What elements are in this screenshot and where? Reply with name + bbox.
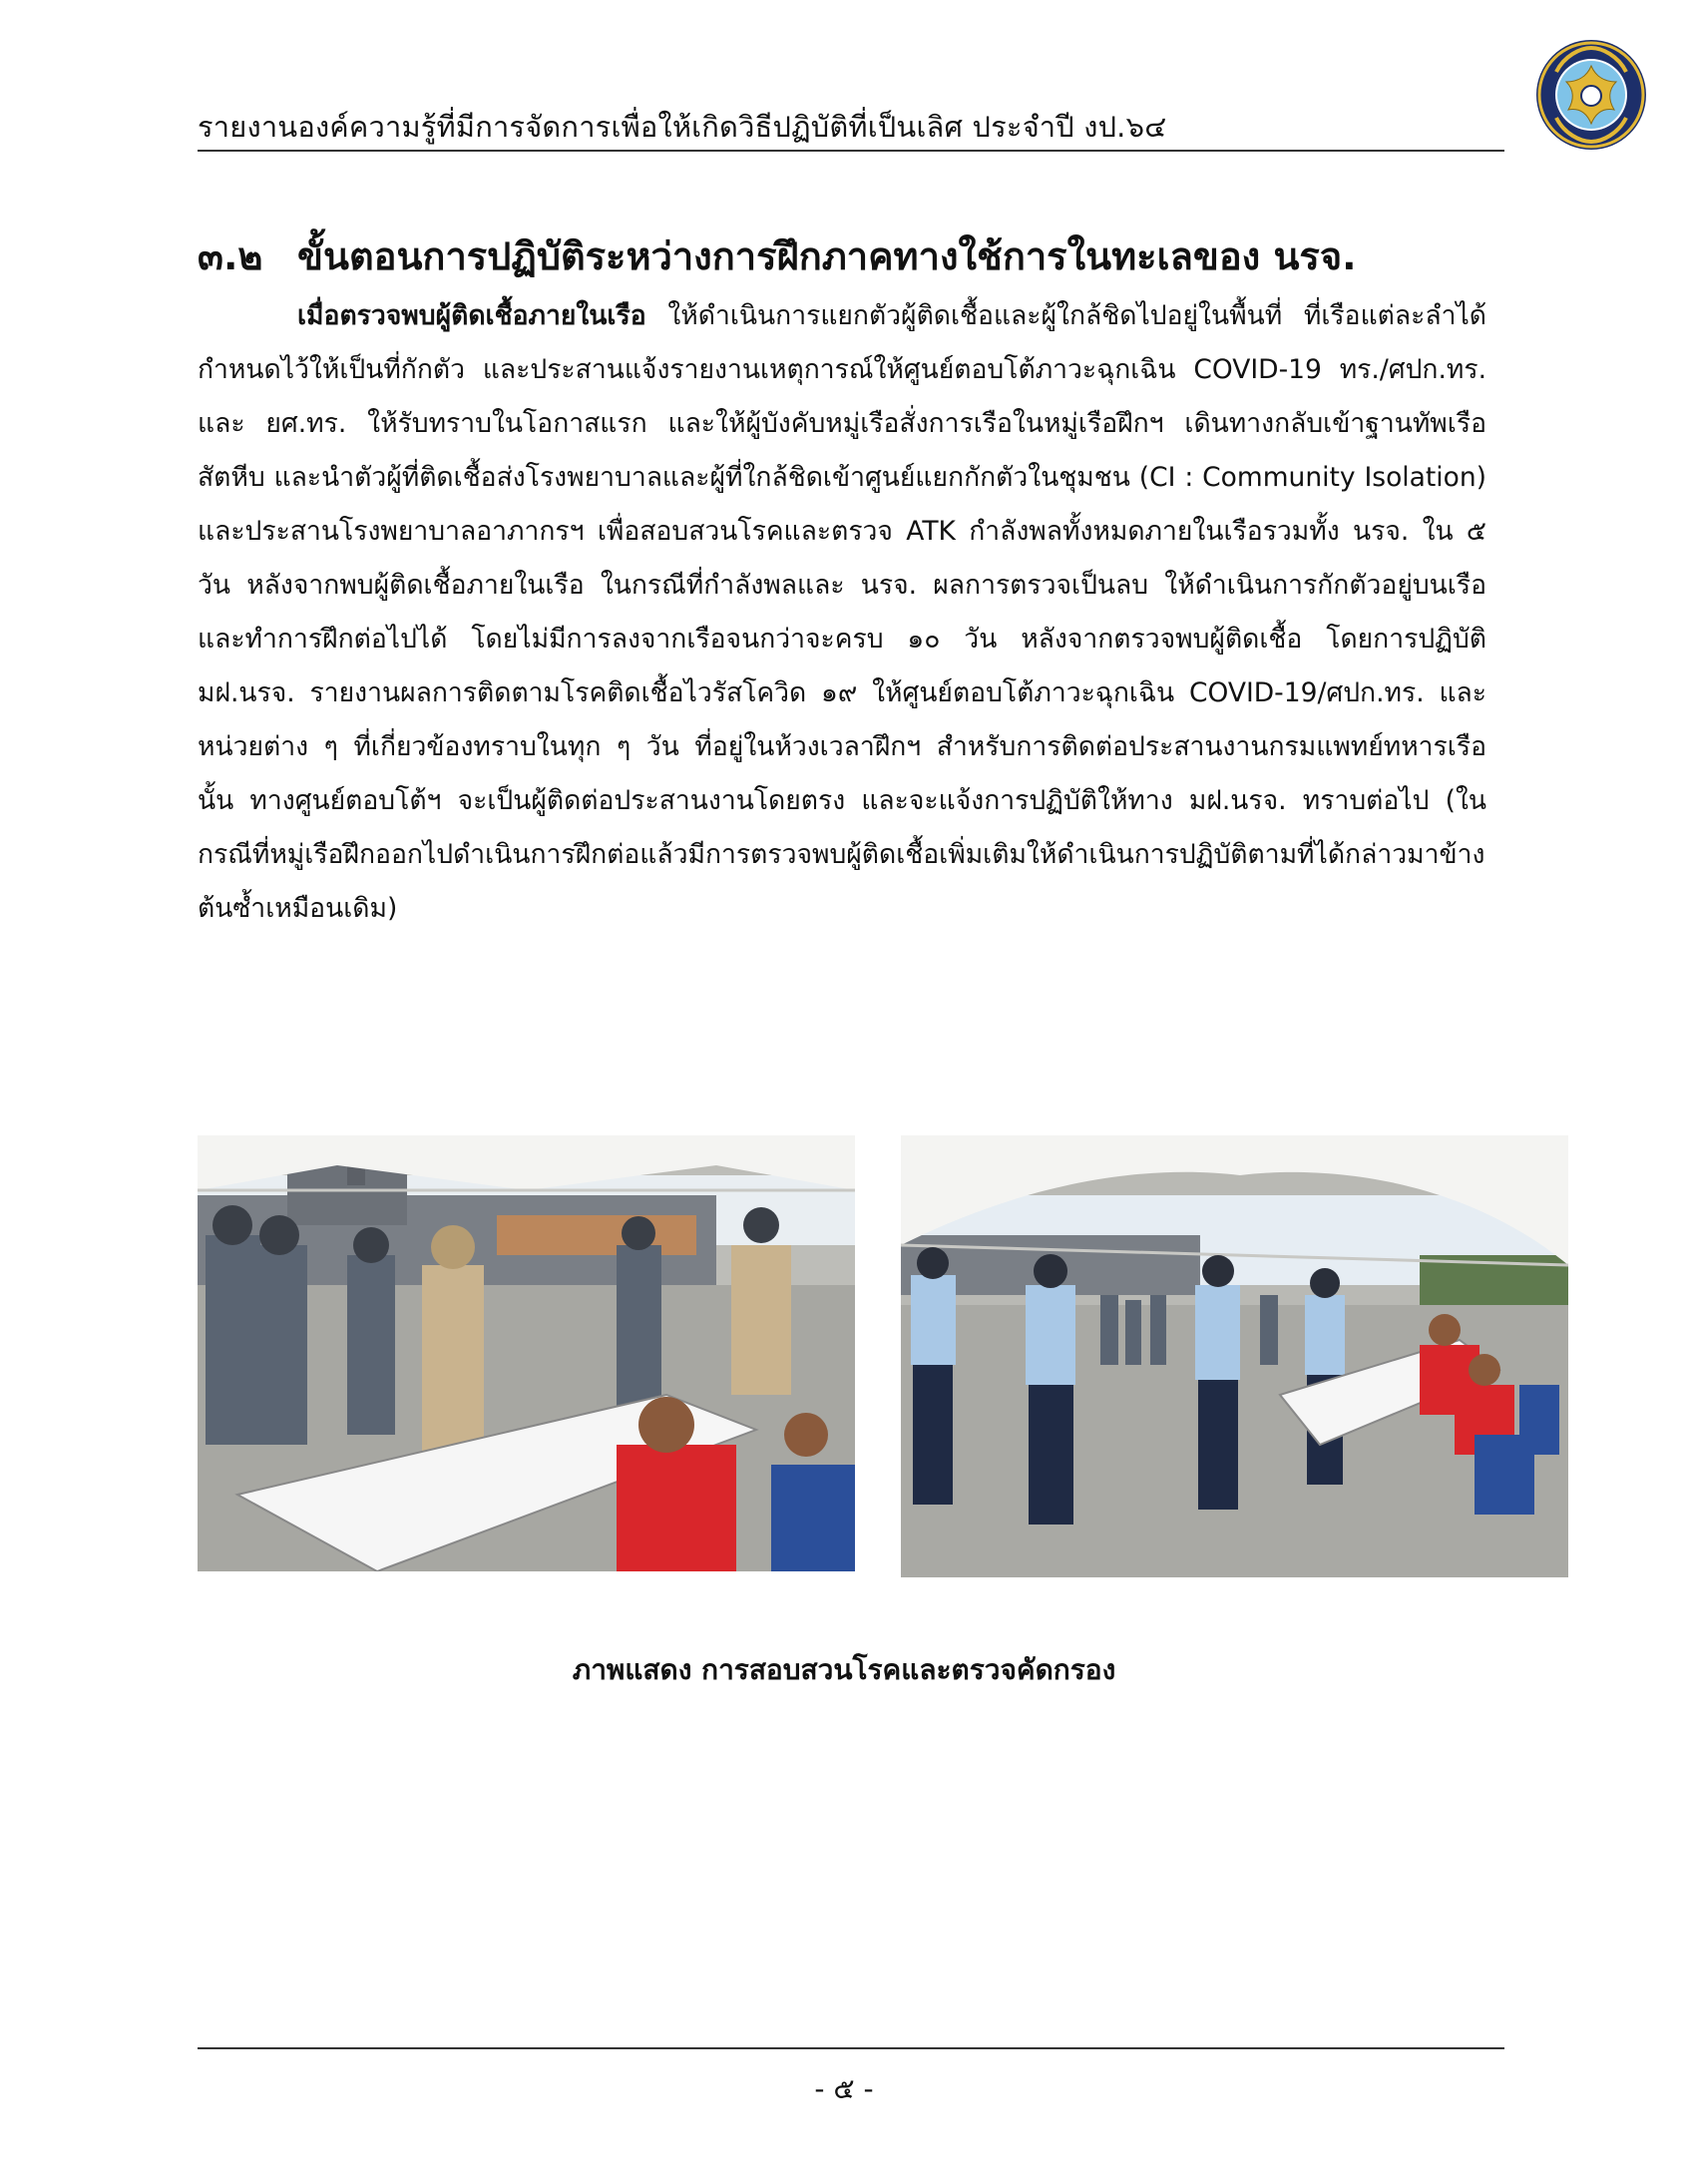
figure-caption: ภาพแสดง การสอบสวนโรคและตรวจคัดกรอง [572, 1653, 1116, 1686]
navy-education-seal-icon [1534, 38, 1648, 152]
header-divider [198, 150, 1504, 152]
photo-screening-officers [198, 1135, 855, 1571]
body-text: ให้ดำเนินการแยกตัวผู้ติดเชื้อและผู้ใกล้ชิดไปอยู่ในพื้นที่ ที่เรือแต่ละลำได้กำหนดไว้ให้เป็นที่กักตัว และประสานแจ้งรายงานเหตุการณ์ให้ศูนย์ตอบโต้ภาวะฉุกเฉิน COVID-19 ทร./ศปก.ทร. และ ยศ.ทร. ให้รับทราบในโอกาสแรก และให้ผู้บังคับหมู่เรือสั่งการเรือในหมู่เรือฝึกฯ เดินทางกลับเข้าฐานทัพเรือสัตหีบ และนำตัวผู้ที่ติดเชื้อส่งโรงพยาบาลและผู้ที่ใกล้ชิดเข้าศูนย์แยกกักตัวในชุมชน (CI : Community Isolation) และประสานโรงพยาบาลอาภากรฯ เพื่อสอบสวนโรคและตรวจ ATK กำลังพลทั้งหมดภายในเรือรวมทั้ง นรจ. ใน ๕ วัน หลังจากพบผู้ติดเชื้อภายในเรือ ในกรณีที่กำลังพลและ นรจ. ผลการตรวจเป็นลบ ให้ดำเนินการกักตัวอยู่บนเรือ และทำการฝึกต่อไปได้ โดยไม่มีการลงจากเรือจนกว่าจะครบ ๑๐ วัน หลังจากตรวจพบผู้ติดเชื้อ โดยการปฏิบัติ มฝ.นรจ. รายงานผลการติดตามโรคติดเชื้อไวรัสโควิด ๑๙ ให้ศูนย์ตอบโต้ภาวะฉุกเฉิน COVID-19/ศปก.ทร. และหน่วยต่าง ๆ ที่เกี่ยวข้องทราบในทุก ๆ วัน ที่อยู่ในห้วงเวลาฝึกฯ สำหรับการติดต่อประสานงานกรมแพทย์ทหารเรือ นั้น ทางศูนย์ตอบโต้ฯ จะเป็นผู้ติดต่อประสานงานโดยตรง และจะแจ้งการปฏิบัติให้ทาง มฝ.นรจ. ทราบต่อไป (ในกรณีที่หมู่เรือฝึกออกไปดำเนินการฝึกต่อแล้วมีการตรวจพบผู้ติดเชื้อเพิ่มเติมให้ดำเนินการปฏิบัติตามที่ได้กล่าวมาข้างต้นซ้ำเหมือนเดิม) [198, 300, 1486, 924]
section-number: ๓.๒ [198, 234, 263, 278]
section-heading [198, 225, 1357, 286]
page-number: - ๕ - [814, 2072, 874, 2105]
body-lead-bold: เมื่อตรวจพบผู้ติดเชื้อภายในเรือ [297, 300, 646, 331]
photo-screening-queue [901, 1135, 1568, 1577]
section-title: ขั้นตอนการปฏิบัติระหว่างการฝึกภาคทางใช้การในทะเลของ นรจ. [297, 234, 1357, 278]
footer-divider [198, 2047, 1504, 2049]
document-header-title: รายงานองค์ความรู้ที่มีการจัดการเพื่อให้เกิดวิธีปฏิบัติที่เป็นเลิศ ประจำปี งป.๖๔ [198, 110, 1167, 144]
body-paragraph [198, 289, 1486, 936]
